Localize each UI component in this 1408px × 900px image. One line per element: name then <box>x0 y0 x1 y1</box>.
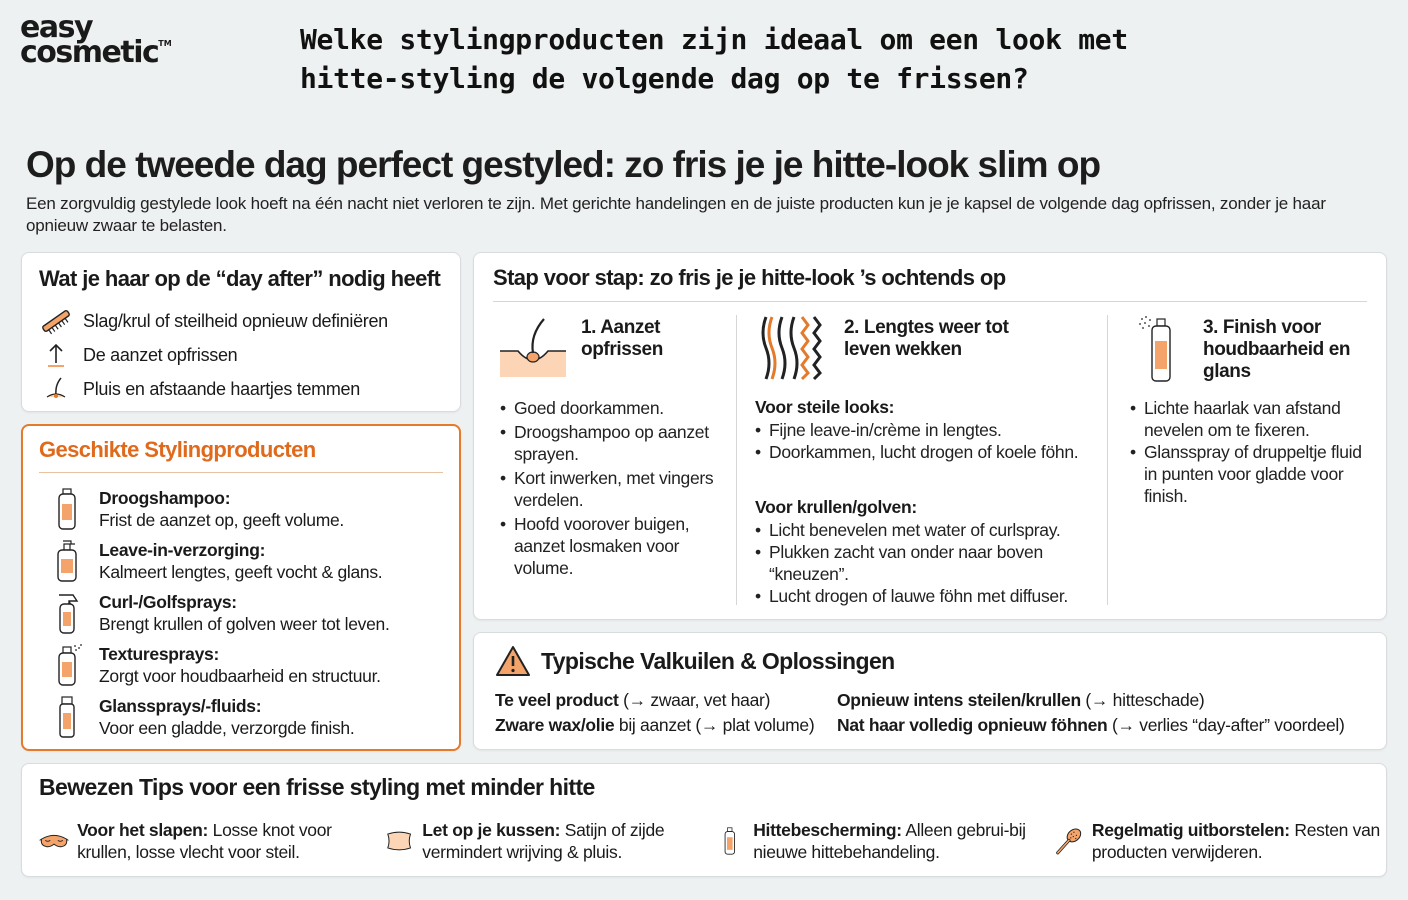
hair-lengths-icon <box>758 315 828 381</box>
serum-bottle-icon <box>49 695 85 739</box>
pitfall-bold: Zware wax/olie <box>495 715 615 735</box>
mist-spray-icon <box>49 643 85 687</box>
needs-item <box>39 372 443 406</box>
step2-title: 2. Lengtes weer tot leven wekken <box>844 317 1009 360</box>
product-desc: Brengt krullen of golven weer tot leven. <box>99 614 390 634</box>
tip-rest: Alleen gebrui-bij nieuwe hittebehandeling. <box>753 820 1026 862</box>
logo-line1: easy <box>20 10 93 45</box>
brush-icon <box>1054 818 1084 864</box>
needs-item <box>39 338 443 372</box>
list-item: • Licht benevelen met water of curlspray. <box>755 519 1100 541</box>
product-desc: Zorgt voor houdbaarheid en structuur. <box>99 666 381 686</box>
pitfall-bold: Nat haar volledig opnieuw föhnen <box>837 715 1108 735</box>
logo-line2: cosmetic <box>20 34 159 70</box>
hair-root-icon <box>500 315 566 377</box>
list-item: • Lichte haarlak van afstand nevelen om te fixeren. <box>1130 397 1370 441</box>
tip-rest: Resten van producten verwijderen. <box>1091 820 1380 862</box>
pitfalls-card <box>473 632 1387 750</box>
list-item: • Glansspray of druppeltje fluid in punten voor gladde voor finish. <box>1130 441 1370 507</box>
needs-card <box>21 252 461 412</box>
products-title: Geschikte Stylingproducten <box>39 437 316 462</box>
step2-curly-head: Voor krullen/golven: <box>755 497 917 517</box>
product-name: Texturesprays: <box>99 644 219 664</box>
list-item: • Plukken zacht van onder naar boven “kneuzen”. <box>755 541 1100 585</box>
product-item <box>39 483 443 535</box>
needs-item-label: De aanzet opfrissen <box>83 344 238 365</box>
product-desc: Voor een gladde, verzorgde finish. <box>99 718 355 738</box>
steps-divider <box>493 301 1367 302</box>
step1-list <box>500 397 720 579</box>
steps-card <box>473 252 1387 620</box>
pitfalls-title: Typische Valkuilen & Oplossingen <box>541 647 895 674</box>
tip-item <box>715 818 1045 864</box>
hair-strand-icon <box>39 375 73 403</box>
product-name: Glanssprays/-fluids: <box>99 696 262 716</box>
list-item: • Goed doorkammen. <box>500 397 720 419</box>
product-item <box>39 639 443 691</box>
product-item <box>39 691 443 743</box>
spray-can-icon <box>49 487 85 531</box>
tip-rest: Satijn of zijde vermindert wrijving & pluis. <box>422 820 665 862</box>
warning-icon <box>495 645 531 677</box>
list-item: • Hoofd voorover buigen, aanzet losmaken voor volume. <box>500 513 720 579</box>
intro-text: Een zorgvuldig gestylede look hoeft na één nacht niet verloren te zijn. Met gerichte handelingen en de juiste producten kun je je kapsel de volgende dag opfrissen, zonder je haar opnieuw zwaar te belasten. <box>26 194 1326 235</box>
column-separator <box>736 315 737 605</box>
step1-title: 1. Aanzet opfrissen <box>581 317 663 360</box>
arrow-up-icon <box>39 341 73 369</box>
tip-item <box>1054 818 1380 864</box>
pitfall-bold: Te veel product <box>495 690 619 710</box>
tip-item <box>384 818 704 864</box>
hairspray-icon <box>1138 315 1184 383</box>
tips-card <box>21 763 1387 877</box>
brand-logo <box>20 10 172 70</box>
logo-tm: TM <box>158 38 172 48</box>
step2-straight-list <box>755 419 1095 463</box>
step2-straight-head: Voor steile looks: <box>755 397 895 417</box>
needs-title: Wat je haar op de “day after” nodig heeft <box>39 266 441 291</box>
list-item: • Droogshampoo op aanzet sprayen. <box>500 421 720 465</box>
product-name: Curl-/Golfsprays: <box>99 592 237 612</box>
pitfall-rest: (→ hitteschade) <box>1080 690 1205 710</box>
product-item <box>39 587 443 639</box>
needs-item-label: Pluis en afstaande haartjes temmen <box>83 378 360 399</box>
page-title: Op de tweede dag perfect gestyled: zo fris je je hitte-look slim op <box>26 144 1101 185</box>
product-name: Leave-in-verzorging: <box>99 540 266 560</box>
pitfall-item <box>495 715 814 736</box>
step3-list <box>1130 397 1370 507</box>
tip-bold: Voor het slapen: <box>77 820 209 840</box>
list-item: • Kort inwerken, met vingers verdelen. <box>500 467 720 511</box>
pitfall-item <box>837 690 1204 711</box>
product-desc: Frist de aanzet op, geeft volume. <box>99 510 344 530</box>
step3-title: 3. Finish voor houdbaarheid en glans <box>1203 317 1351 382</box>
tip-bold: Hittebescherming: <box>753 820 902 840</box>
needs-item <box>39 304 443 338</box>
step2-curly-list <box>755 519 1100 607</box>
product-item <box>39 535 443 587</box>
comb-icon <box>39 307 73 335</box>
page-question: Welke stylingproducten zijn ideaal om een look met hitte-styling de volgende dag op te frissen? <box>300 23 1128 95</box>
pitfall-item <box>837 715 1345 736</box>
list-item: • Fijne leave-in/crème in lengtes. <box>755 419 1095 441</box>
protect-spray-icon <box>715 818 745 864</box>
tip-item <box>39 818 379 864</box>
product-desc: Kalmeert lengtes, geeft vocht & glans. <box>99 562 383 582</box>
pillow-icon <box>384 818 414 864</box>
products-card <box>21 424 461 751</box>
pitfall-rest: (→ zwaar, vet haar) <box>618 690 771 710</box>
steps-title: Stap voor stap: zo fris je je hitte-look ’s ochtends op <box>493 265 1006 290</box>
pitfall-rest: bij aanzet (→ plat volume) <box>614 715 815 735</box>
sleep-mask-icon <box>39 818 69 864</box>
column-separator <box>1107 315 1108 605</box>
product-name: Droogshampoo: <box>99 488 231 508</box>
tip-bold: Regelmatig uitborstelen: <box>1091 820 1290 840</box>
needs-item-label: Slag/krul of steilheid opnieuw definiëren <box>83 310 388 331</box>
pitfall-bold: Opnieuw intens steilen/krullen <box>837 690 1081 710</box>
tips-title: Bewezen Tips voor een frisse styling met minder hitte <box>39 774 595 800</box>
list-item: • Lucht drogen of lauwe föhn met diffuser. <box>755 585 1100 607</box>
pump-bottle-icon <box>49 539 85 583</box>
trigger-spray-icon <box>49 591 85 635</box>
pitfall-rest: (→ verlies “day-after” voordeel) <box>1107 715 1345 735</box>
tip-rest: Losse knot voor krullen, losse vlecht voor steil. <box>77 820 332 862</box>
pitfall-item <box>495 690 770 711</box>
list-item: • Doorkammen, lucht drogen of koele föhn. <box>755 441 1095 463</box>
products-divider <box>39 472 443 473</box>
tip-bold: Let op je kussen: <box>422 820 561 840</box>
